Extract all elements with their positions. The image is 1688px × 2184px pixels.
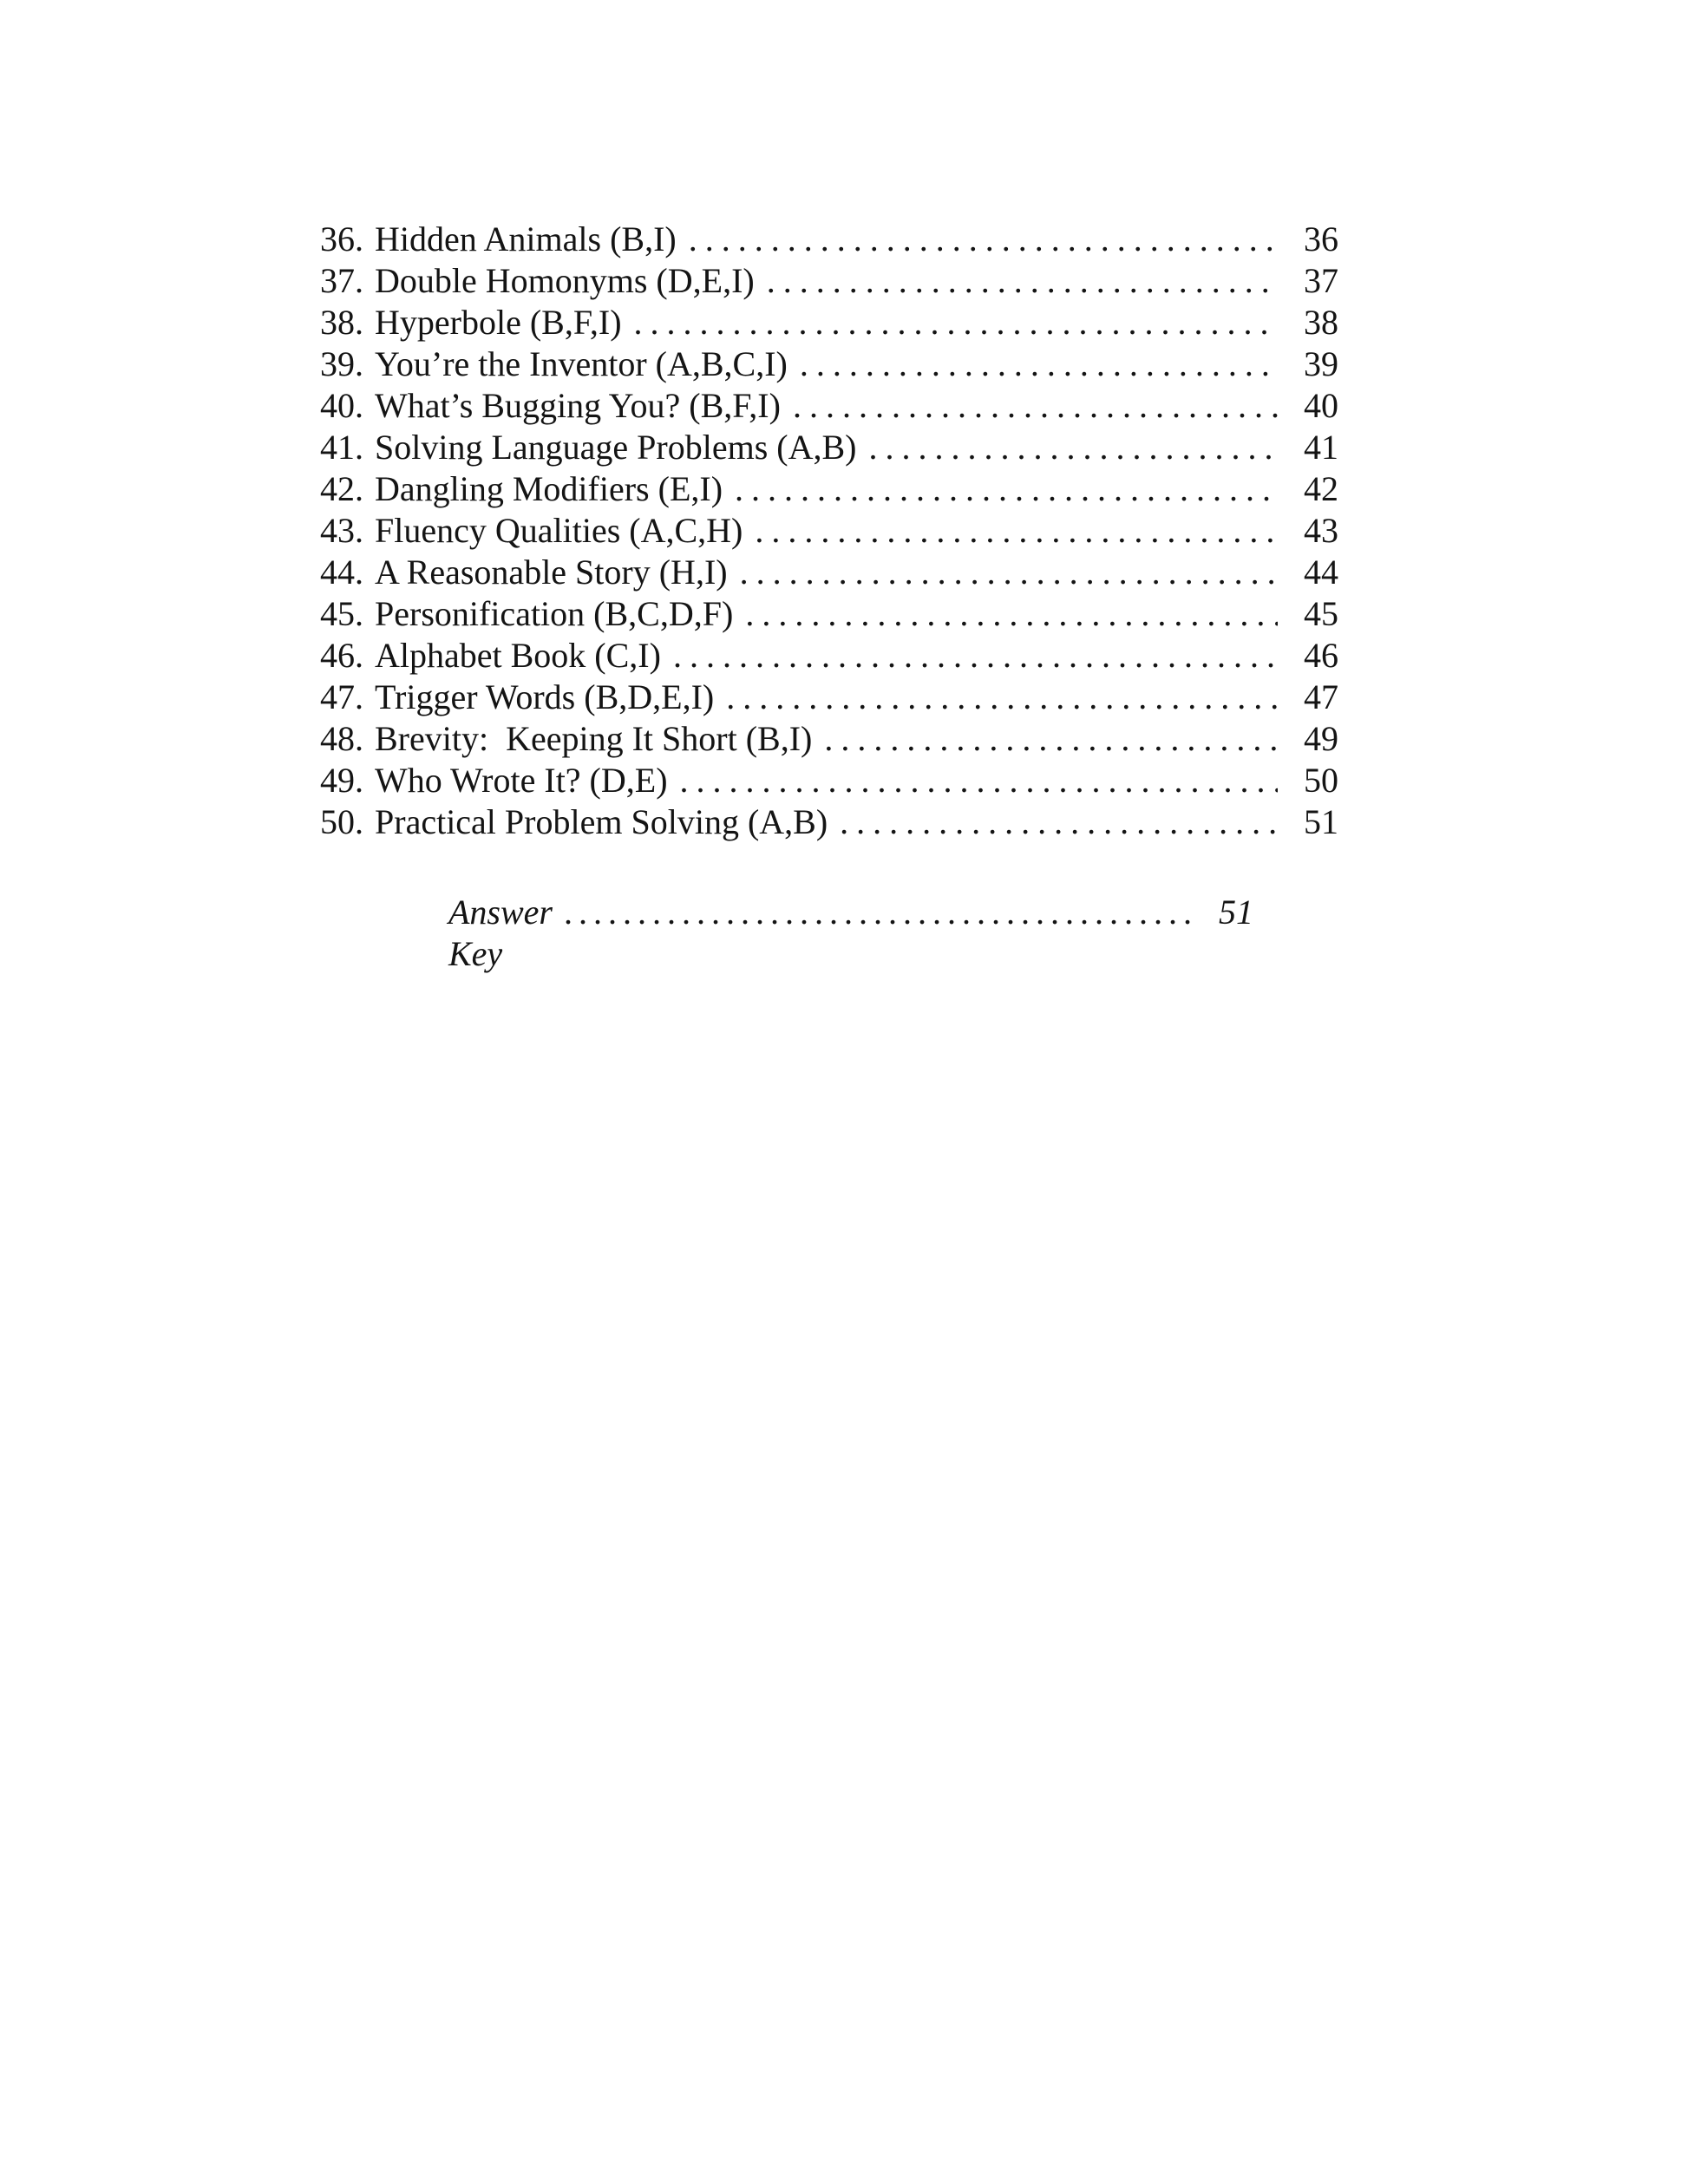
toc-entry-number: 46. (320, 636, 363, 675)
dot-leader (828, 801, 1278, 843)
answer-key-page-number: 51 (1219, 893, 1253, 932)
dot-leader (781, 385, 1278, 427)
toc-entry-title: What’s Bugging You? (B,F,I) (375, 386, 781, 425)
dot-leader (622, 302, 1278, 343)
dot-leader (812, 718, 1278, 760)
toc-entry (320, 552, 1338, 593)
toc-entry-number: 39. (320, 344, 363, 383)
toc-entry (320, 510, 1338, 552)
toc-entry-title: Personification (B,C,D,F) (375, 594, 734, 633)
toc-entry-number: 37. (320, 261, 363, 300)
answer-key-row (448, 892, 1253, 975)
toc-entry-page: 36 (1304, 219, 1338, 258)
toc-entry (320, 302, 1338, 343)
toc-entry-number: 50. (320, 802, 363, 841)
toc-list (320, 219, 1338, 843)
dot-leader (788, 343, 1278, 385)
toc-entry-title: Double Homonyms (D,E,I) (375, 261, 755, 300)
toc-entry-number: 43. (320, 511, 363, 550)
toc-entry (320, 219, 1338, 260)
toc-entry (320, 801, 1338, 843)
toc-entry-page: 39 (1304, 344, 1338, 383)
toc-entry (320, 343, 1338, 385)
toc-entry-page: 47 (1304, 677, 1338, 716)
toc-entry-page: 41 (1304, 428, 1338, 467)
toc-entry-title: Practical Problem Solving (A,B) (375, 802, 828, 841)
toc-entry-page: 44 (1304, 553, 1338, 592)
toc-entry-title: Alphabet Book (C,I) (375, 636, 661, 675)
toc-entry-page: 49 (1304, 719, 1338, 758)
toc-entry-title: Who Wrote It? (D,E) (375, 761, 668, 800)
dot-leader (553, 892, 1198, 933)
toc-entry-title: You’re the Inventor (A,B,C,I) (375, 344, 788, 383)
table-of-contents (320, 219, 1338, 975)
toc-entry (320, 427, 1338, 468)
toc-entry-title: Hidden Animals (B,I) (375, 219, 677, 258)
dot-leader (661, 635, 1278, 677)
toc-entry-page: 37 (1304, 261, 1338, 300)
dot-leader (857, 427, 1279, 468)
toc-entry-page: 46 (1304, 636, 1338, 675)
toc-entry-number: 49. (320, 761, 363, 800)
toc-entry-page: 51 (1304, 802, 1338, 841)
toc-entry-number: 47. (320, 677, 363, 716)
toc-entry-title: Hyperbole (B,F,I) (375, 303, 622, 342)
toc-entry-number: 45. (320, 594, 363, 633)
dot-leader (714, 677, 1278, 718)
toc-entry-page: 38 (1304, 303, 1338, 342)
toc-entry-title: Brevity: Keeping It Short (B,I) (375, 719, 813, 758)
toc-entry (320, 468, 1338, 510)
dot-leader (733, 593, 1278, 635)
toc-entry-number: 48. (320, 719, 363, 758)
toc-entry (320, 385, 1338, 427)
toc-entry-page: 40 (1304, 386, 1338, 425)
dot-leader (723, 468, 1278, 510)
toc-entry (320, 635, 1338, 677)
dot-leader (755, 260, 1278, 302)
toc-entry-page: 43 (1304, 511, 1338, 550)
toc-entry-number: 36. (320, 219, 363, 258)
toc-entry (320, 677, 1338, 718)
dot-leader (743, 510, 1278, 552)
toc-entry-title: A Reasonable Story (H,I) (375, 553, 728, 592)
toc-entry-number: 40. (320, 386, 363, 425)
toc-entry-number: 44. (320, 553, 363, 592)
toc-entry (320, 718, 1338, 760)
toc-entry-title: Solving Language Problems (A,B) (375, 428, 857, 467)
toc-entry-title: Fluency Qualities (A,C,H) (375, 511, 743, 550)
toc-entry-title: Dangling Modifiers (E,I) (375, 469, 723, 508)
toc-entry (320, 593, 1338, 635)
toc-entry (320, 260, 1338, 302)
toc-entry-page: 42 (1304, 469, 1338, 508)
toc-entry-page: 45 (1304, 594, 1338, 633)
dot-leader (677, 219, 1278, 260)
toc-entry-number: 38. (320, 303, 363, 342)
toc-entry (320, 760, 1338, 801)
answer-key-label: Answer Key (448, 893, 553, 973)
toc-entry-number: 41. (320, 428, 363, 467)
dot-leader (728, 552, 1278, 593)
dot-leader (668, 760, 1278, 801)
toc-entry-title: Trigger Words (B,D,E,I) (375, 677, 715, 716)
toc-entry-number: 42. (320, 469, 363, 508)
toc-entry-page: 50 (1304, 761, 1338, 800)
